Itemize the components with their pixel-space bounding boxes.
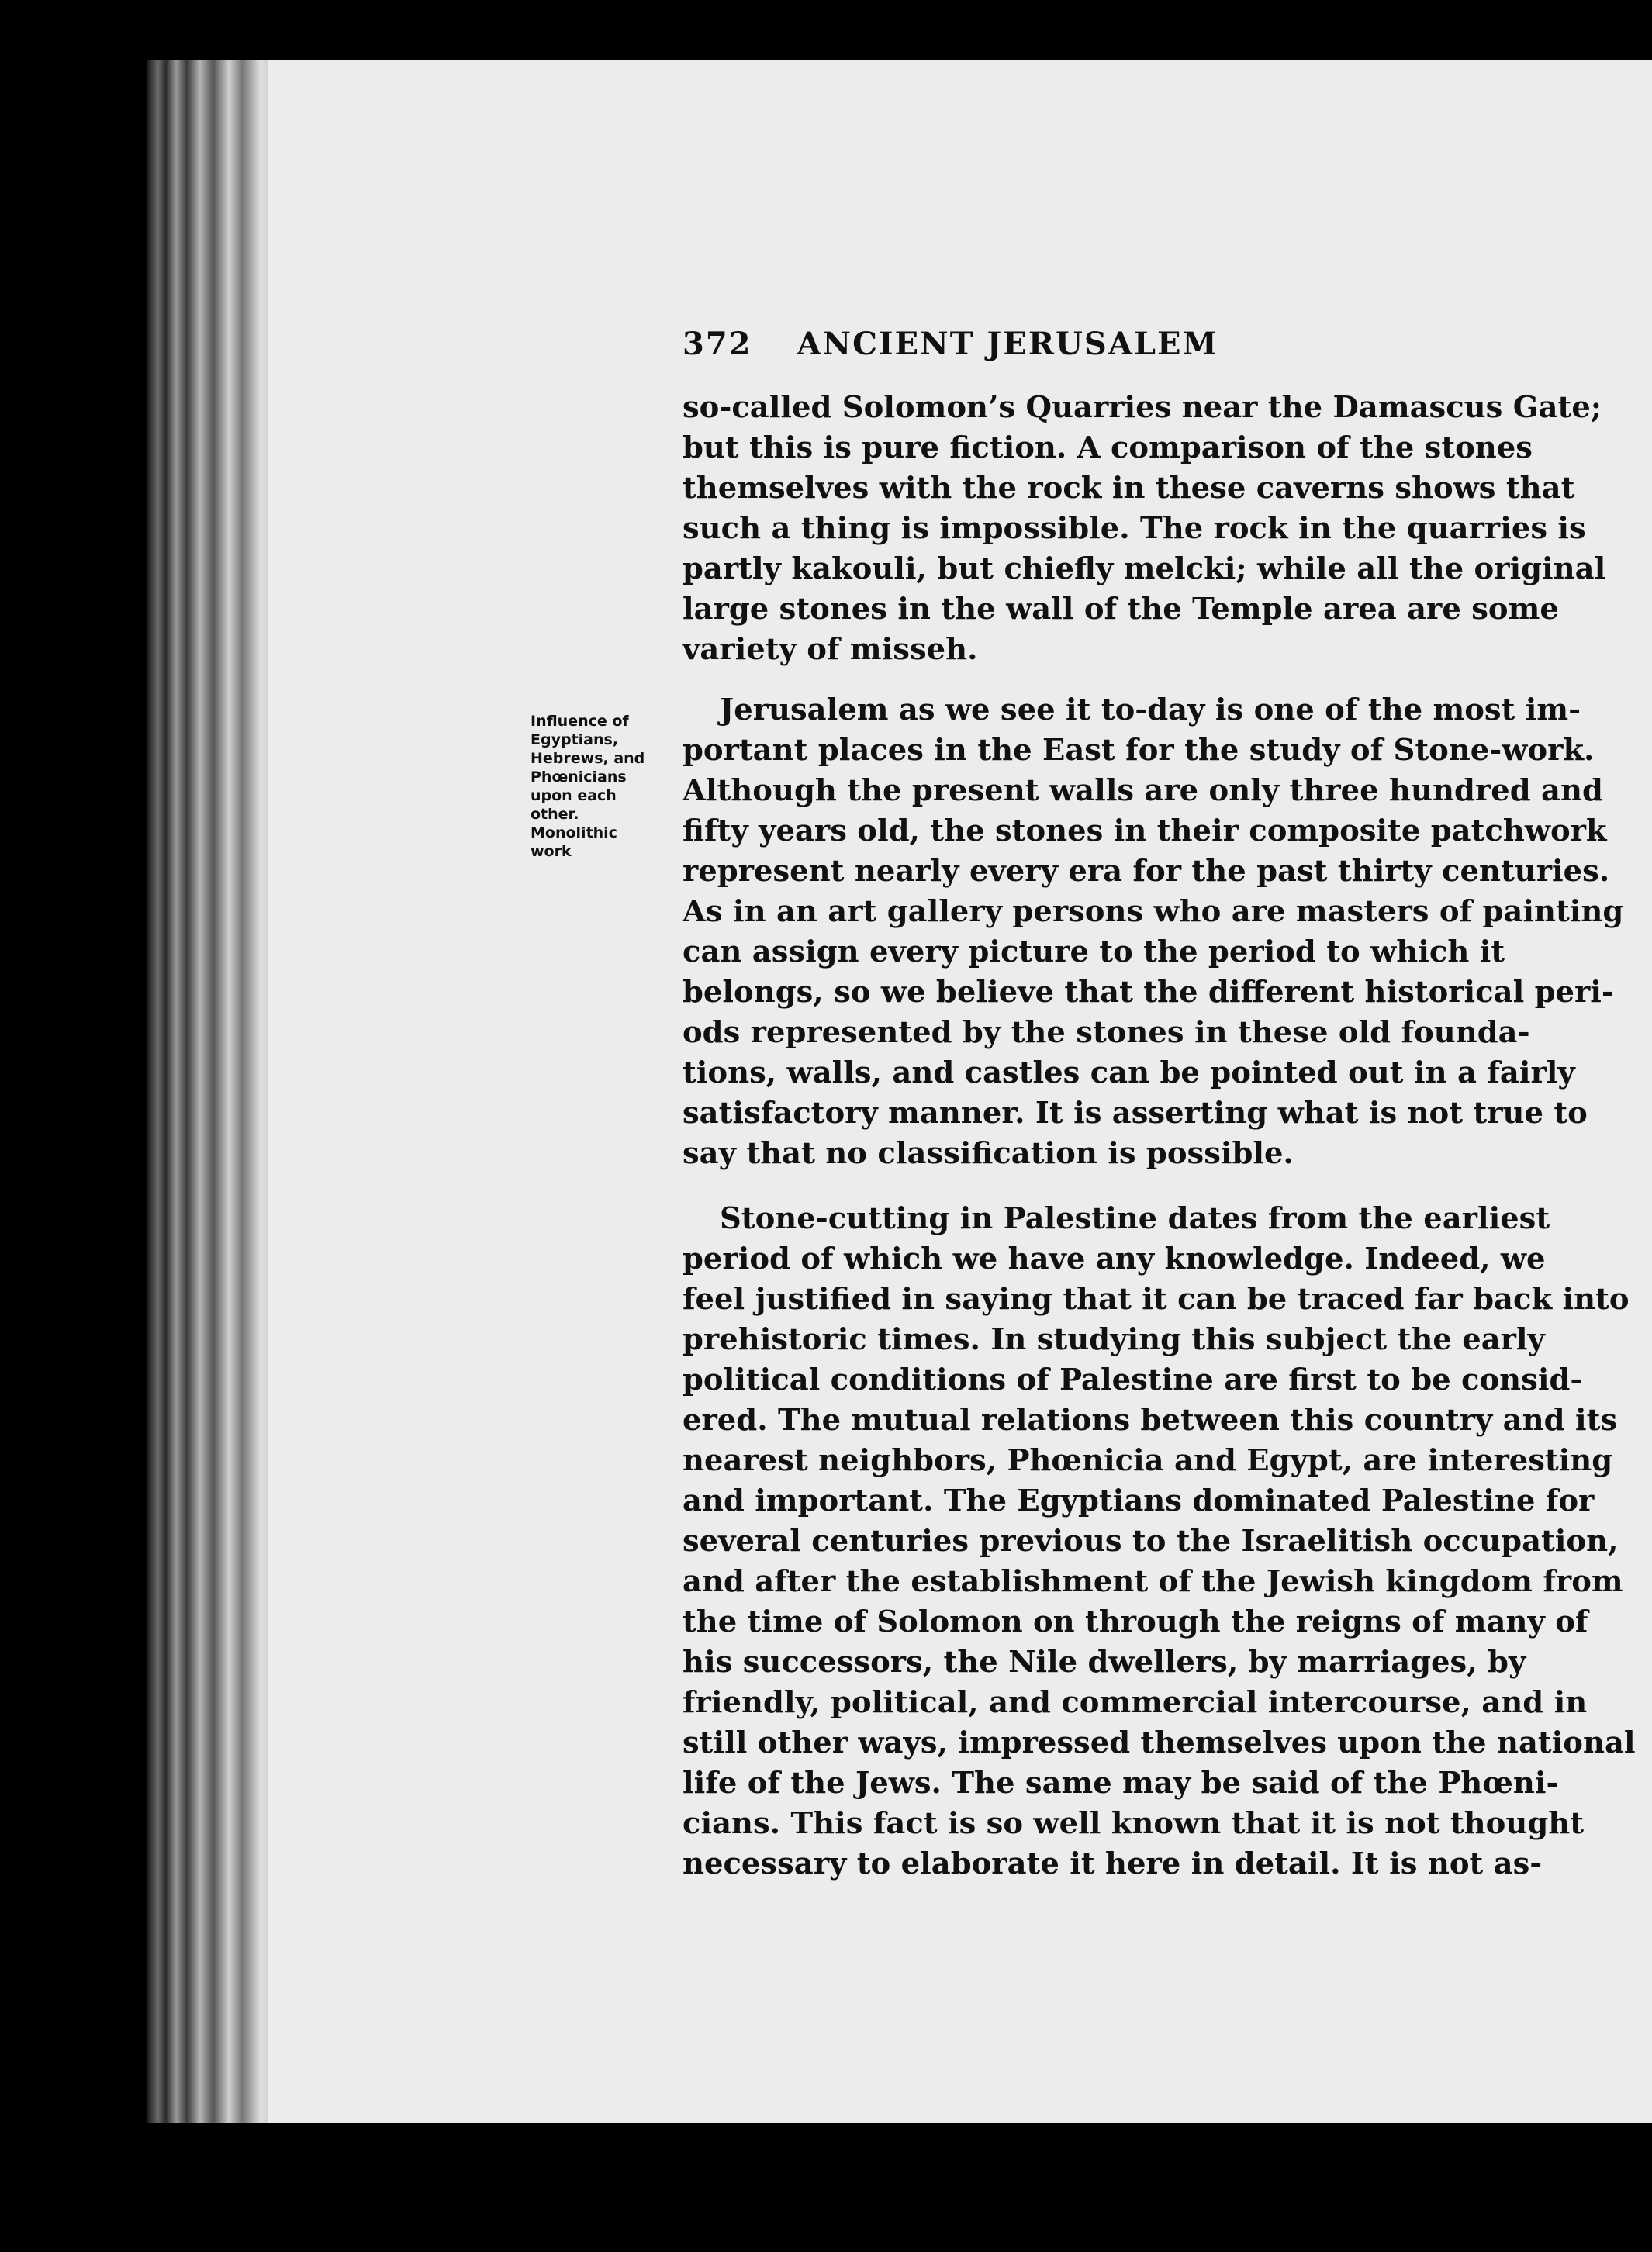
- text-line: portant places in the East for the study of Stone-work.: [683, 733, 1595, 768]
- text-line: necessary to elaborate it here in detail. It is not as-: [683, 1846, 1543, 1881]
- text-line: Jerusalem as we see it to-day is one of the most im-: [720, 693, 1581, 727]
- paragraph-3: [683, 1199, 1636, 1884]
- text-line: Stone-cutting in Palestine dates from the earliest: [720, 1201, 1550, 1236]
- text-line: feel justified in saying that it can be traced far back into: [683, 1282, 1630, 1317]
- text-line: fifty years old, the stones in their composite patchwork: [683, 813, 1607, 848]
- text-line: but this is pure fiction. A comparison of the stones: [683, 430, 1533, 465]
- margin-note: [531, 712, 670, 861]
- margin-note-line: other.: [531, 806, 579, 823]
- text-line: friendly, political, and commercial intercourse, and in: [683, 1685, 1588, 1720]
- text-line: his successors, the Nile dwellers, by marriages, by: [683, 1645, 1526, 1680]
- text-line: cians. This fact is so well known that it is not thought: [683, 1806, 1585, 1841]
- text-line: life of the Jews. The same may be said of the Phœni-: [683, 1766, 1559, 1801]
- text-line: Although the present walls are only three hundred and: [683, 773, 1603, 808]
- text-line: can assign every picture to the period to which it: [683, 934, 1505, 969]
- margin-note-line: Hebrews, and: [531, 750, 645, 767]
- margin-note-line: Egyptians,: [531, 731, 619, 748]
- text-line: political conditions of Palestine are first to be consid-: [683, 1363, 1583, 1397]
- text-line: partly kakouli, but chiefly melcki; while all the original: [683, 551, 1606, 586]
- margin-note-line: work: [531, 843, 572, 860]
- text-line: As in an art gallery persons who are masters of painting: [683, 894, 1624, 929]
- book-page-edges: [147, 60, 279, 2123]
- text-line: and important. The Egyptians dominated Palestine for: [683, 1483, 1595, 1518]
- text-line: ered. The mutual relations between this country and its: [683, 1403, 1618, 1438]
- paragraph-2: [683, 690, 1624, 1174]
- text-line: so-called Solomon’s Quarries near the Damascus Gate;: [683, 390, 1602, 425]
- paragraph-1: [683, 388, 1606, 670]
- margin-note-line: Phœnicians: [531, 769, 627, 786]
- text-line: say that no classification is possible.: [683, 1136, 1294, 1171]
- text-line: the time of Solomon on through the reigns of many of: [683, 1604, 1588, 1639]
- text-line: tions, walls, and castles can be pointed out in a fairly: [683, 1055, 1575, 1090]
- text-line: nearest neighbors, Phœnicia and Egypt, are interesting: [683, 1443, 1613, 1478]
- text-line: belongs, so we believe that the different historical peri-: [683, 975, 1614, 1010]
- margin-note-line: Monolithic: [531, 824, 617, 841]
- text-line: such a thing is impossible. The rock in the quarries is: [683, 511, 1586, 546]
- text-line: large stones in the wall of the Temple area are some: [683, 592, 1559, 627]
- text-line: variety of misseh.: [683, 632, 978, 667]
- text-line: and after the establishment of the Jewish kingdom from: [683, 1564, 1623, 1599]
- running-header: [683, 326, 1497, 362]
- text-line: ods represented by the stones in these old founda-: [683, 1015, 1530, 1050]
- text-line: themselves with the rock in these caverns shows that: [683, 471, 1575, 506]
- text-line: prehistoric times. In studying this subject the early: [683, 1322, 1545, 1357]
- margin-note-line: upon each: [531, 787, 617, 804]
- text-line: represent nearly every era for the past thirty centuries.: [683, 854, 1610, 889]
- text-line: period of which we have any knowledge. Indeed, we: [683, 1242, 1546, 1276]
- running-title: ANCIENT JERUSALEM: [797, 326, 1218, 362]
- text-line: several centuries previous to the Israelitish occupation,: [683, 1524, 1619, 1559]
- text-line: still other ways, impressed themselves upon the national: [683, 1725, 1636, 1760]
- margin-note-line: Influence of: [531, 713, 629, 730]
- page-number: 372: [683, 326, 752, 362]
- text-line: satisfactory manner. It is asserting what is not true to: [683, 1096, 1588, 1131]
